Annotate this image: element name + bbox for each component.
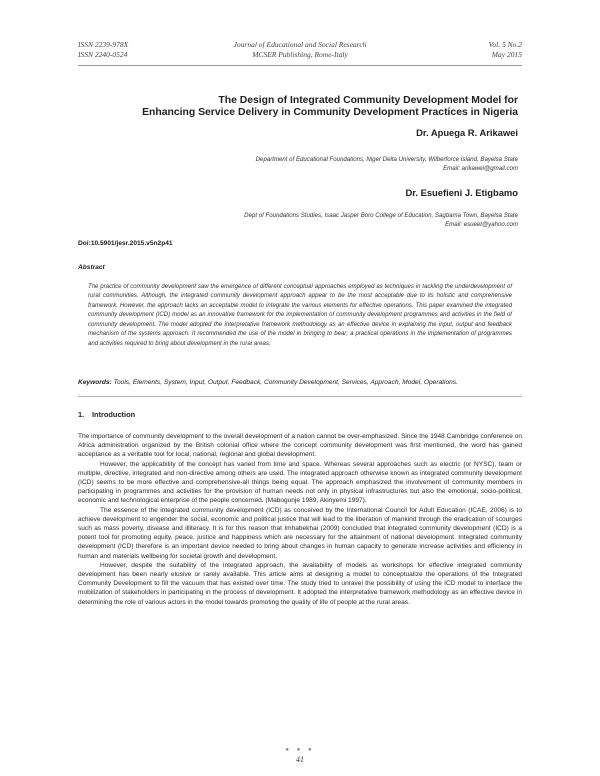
header-divider <box>78 65 522 66</box>
affiliation-text-1: Department of Educational Foundations, Niger Delta University, Wilberforce Island, Bayelsa State <box>255 156 518 163</box>
issn-print: ISSN 2239-978X <box>78 40 129 49</box>
article-title-line-2: Enhancing Service Delivery in Community Development Practices in Nigeria <box>142 107 518 118</box>
paragraph: However, despite the suitability of the integrated approach, the availability of models as workshops for effective integrated community development has been nearly elusive or rarely available. This article aims at designing a model to conceptualize the operations of the Integrated Community Development to fill the vacuum that has existed over time. The study tried to unravel the possibility of using the ICD model to interface the mobilization of stakeholders in participating in the process of development. It adopted the interpretative framework methodology as an effective device in determining the role of various actors in the model towards promoting the quality of life of people at the rural areas. <box>78 561 522 606</box>
section-number: 1. <box>78 410 85 419</box>
section-heading <box>78 410 135 419</box>
abstract-text: The practice of community development saw the emergence of different conceptual approaches employed as techniques in tackling the underdevelopment of rural communities. Although, the integrated community development approach appear to be the most acceptable due to its holistic and comprehensive framework. However, the approach lacks an acceptable model to integrate the various elements for effective operations. This paper examined the integrated community development (ICD) model as an innovative framework for the implementation of community development programmes and activities in the field of community development. The model adopted the interpretative framework methodology as an effective device in explaining the input, output and feedback mechanism of the systems approach. It recommended the use of the model in bringing to bear; a practical operations in the implementation of programmes and activities required to bring about development in the rural areas. <box>88 284 512 347</box>
header-volume <box>489 40 522 60</box>
issue-date: May 2015 <box>491 50 522 59</box>
author-name-1: Dr. Apuega R. Arikawei <box>416 127 518 138</box>
article-title <box>98 95 518 119</box>
paragraph: The essence of the integrated community development (ICD) as conceived by the International Council for Adult Education (ICAE, 2006) is to achieve development to engender the social, economic and political justice that will lead to the liberation of mankind through the eradication of scourges such as mass poverty, disease and illiteracy. It is for this reason that Imhabekhai (2009) concluded that integrated community development (ICD) is a potent tool for promoting equity, peace, justice and happiness which are necessary for the attainment of national development. Integrated community development (ICD) therefore is an important device needed to bring about changes in human capacity to generate increase activities and efficiency in human and materials wellbeing for societal growth and development. <box>78 506 522 560</box>
doi-link[interactable]: Doi:10.5901/jesr.2015.v5n2p41 <box>78 240 173 247</box>
issn-online: ISSN 2240-0524 <box>78 50 128 59</box>
footer-dots: ● ● ● <box>285 747 315 753</box>
publisher-name: MCSER Publishing, Rome-Italy <box>252 50 348 59</box>
author-email-2[interactable]: Email: esueet@yahoo.com <box>445 221 518 228</box>
journal-name: Journal of Educational and Social Research <box>233 40 367 49</box>
keywords-divider <box>78 396 522 397</box>
paragraph: However, the applicability of the concept has varied from time and space. Whereas several approaches such as electric (or NYSC), team or multiple, directive, integrated and non-directive among others are used. The integrated approach otherwise known as integrated community development (ICD) seems to be more effective and comprehensive-all things being equal. The approach emphasized the involvement of community members in participating in programmes and activities for the provision of human needs not only in physical infrastructures but also the emotional, socio-political, economic and technological enterprise of the people concerned. (Mabogunje 1989, Akinyemi 1997). <box>78 460 522 505</box>
author-name-2: Dr. Esuefieni J. Etigbamo <box>405 187 518 198</box>
article-title-line-1: The Design of Integrated Community Development Model for <box>218 95 518 106</box>
affiliation-text-2: Dept of Foundations Studies, Isaac Jasper Boro College of Education, Sagbama Town, Bayelsa State <box>244 212 518 219</box>
keywords-label: Keywords: <box>78 379 112 386</box>
section-title: Introduction <box>92 410 136 419</box>
abstract-heading: Abstract <box>78 264 105 271</box>
keywords-line <box>78 378 522 387</box>
paragraph: The importance of community development to the overall development of a nation cannot be over-emphasized. Since the 1948 Cambridge conference on Africa administration organized by the British colonial office where the concept community development was first mentioned, the word has gained acceptance as a veritable tool for local, national, regional and global development. <box>78 433 522 459</box>
page-number: 41 <box>296 755 304 764</box>
author-affiliation-2 <box>244 211 518 229</box>
section-body <box>78 432 522 607</box>
author-email-1[interactable]: Email: arikawei@gmail.com <box>443 165 518 172</box>
keywords-list: Tools, Elements, System, Input, Output, Feedback, Community Development, Services, Approach, Model, Operations. <box>113 379 458 386</box>
volume-number: Vol. 5 No.2 <box>488 40 522 49</box>
author-affiliation-1 <box>256 155 518 173</box>
